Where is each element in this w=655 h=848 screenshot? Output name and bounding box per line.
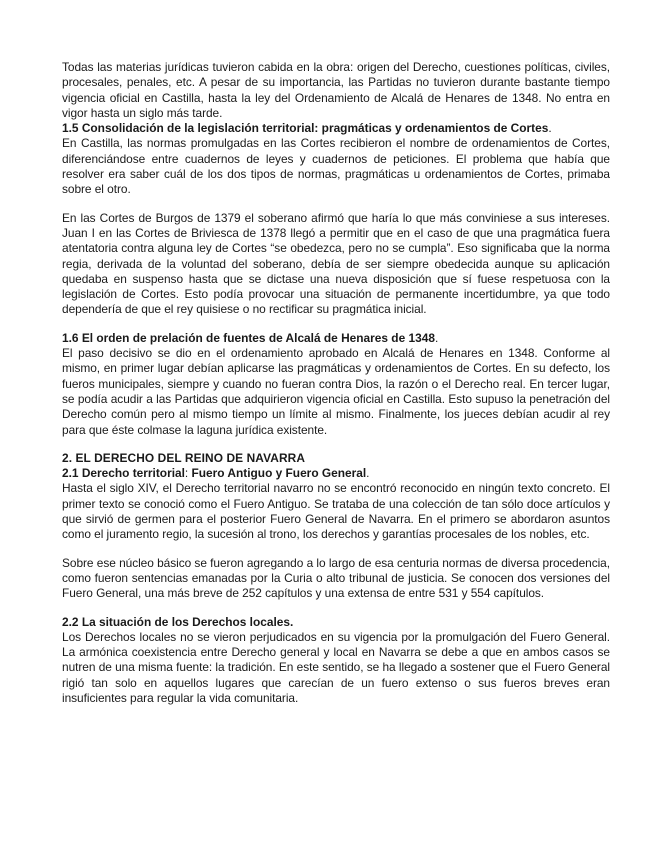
heading-2-1 [62, 466, 610, 481]
heading-2: 2. EL DERECHO DEL REINO DE NAVARRA [62, 450, 306, 465]
paragraph-intro: Todas las materias jurídicas tuvieron cabida en la obra: origen del Derecho, cuestiones políticas, civiles, procesales, penales, etc. A pesar de su importancia, las Partidas no tuvieron durante bastante tiempo vigencia oficial en Castilla, hasta la ley del Ordenamiento de Alcalá de Henares de 1348. No entra en vigor hasta un siglo más tarde. [62, 60, 610, 120]
spacer [62, 543, 610, 556]
heading-1-5-text: 1.5 Consolidación de la legislación territorial: pragmáticas y ordenamientos de Cortes [62, 121, 549, 136]
heading-2-1-part2: Fuero Antiguo y Fuero General [191, 466, 367, 481]
heading-2-2: 2.2 La situación de los Derechos locales. [62, 614, 294, 629]
spacer [62, 602, 610, 615]
heading-2-1-sep: : [184, 466, 192, 481]
paragraph-1-5-a: En Castilla, las normas promulgadas en las Cortes recibieron el nombre de ordenamientos de Cortes, diferenciándose entre cuadernos de leyes y cuadernos de peticiones. El problema que había que resolver era saber cuál de los dos tipos de normas, pragmáticas u ordenamientos de Cortes, primaba sobre el otro. [62, 136, 610, 197]
paragraph-1-5-b: En las Cortes de Burgos de 1379 el soberano afirmó que haría lo que más conviniese a sus intereses. Juan I en las Cortes de Briviesca de 1378 llegó a permitir que en el caso de que una pragmática fuera atentatoria contra alguna ley de Cortes “se obedezca, pero no se cumpla”. Eso significaba que la norma regia, derivada de la voluntad del soberano, debía de ser siempre obedecida aunque su aplicación quedaba en suspenso hasta que se dictase una nueva disposición que sí fuese respetuosa con la legislación de Cortes. Esto podía provocar una situación de permanente incertidumbre, ya que todo dependería de que el rey quisiese o no rectificar su pragmática inicial. [62, 210, 610, 317]
heading-1-6-suffix: . [434, 330, 439, 345]
document-page [62, 60, 610, 706]
spacer [62, 438, 610, 451]
heading-1-6 [62, 331, 610, 346]
heading-2-1-suffix: . [366, 466, 370, 481]
spacer [62, 318, 610, 331]
paragraph-2-1-b: Sobre ese núcleo básico se fueron agregando a lo largo de esa centuria normas de diversa procedencia, como fueron sentencias emanadas por la Curia o alto tribunal de justicia. Se conocen dos versiones del Fuero General, una más breve de 252 capítulos y una extensa de entre 531 y 554 capítulos. [62, 555, 610, 601]
heading-1-5-suffix: . [548, 121, 552, 136]
heading-2-1-part1: 2.1 Derecho territorial [62, 466, 185, 481]
heading-1-5 [62, 121, 610, 136]
paragraph-2-1-a: Hasta el siglo XIV, el Derecho territorial navarro no se encontró reconocido en ningún texto concreto. El primer texto se conoció como el Fuero Antiguo. Se trataba de una colección de tan sólo doce artículos y que sirvió de germen para el posterior Fuero General de Navarra. En el primero se abordaron asuntos como el juramento regio, la sucesión al trono, los derechos y garantías procesales de los nobles, etc. [62, 481, 610, 542]
spacer [62, 198, 610, 211]
paragraph-1-6: El paso decisivo se dio en el ordenamiento aprobado en Alcalá de Henares en 1348. Conforme al mismo, en primer lugar debían aplicarse las pragmáticas y ordenamientos de Cortes. En su defecto, los fueros municipales, siempre y cuando no fueran contra Dios, la razón o el Derecho real. En tercer lugar, se podía acudir a las Partidas que adquirieron vigencia oficial en Castilla. Esto supuso la penetración del Derecho común pero al mismo tiempo un límite al mismo. Finalmente, los jueces debían acudir al rey para que éste colmase la laguna jurídica existente. [62, 346, 610, 437]
paragraph-2-2: Los Derechos locales no se vieron perjudicados en su vigencia por la promulgación del Fuero General. La armónica coexistencia entre Derecho general y local en Navarra se debe a que en ambos casos se nutren de una misma fuente: la tradición. En este sentido, se ha llegado a sostener que el Fuero General rigió tan solo en aquellos lugares que carecían de un fuero extenso o sus fueros breves eran insuficientes para regular la vida comunitaria. [62, 629, 610, 705]
heading-1-6-text: 1.6 El orden de prelación de fuentes de Alcalá de Henares de 1348 [62, 330, 435, 345]
